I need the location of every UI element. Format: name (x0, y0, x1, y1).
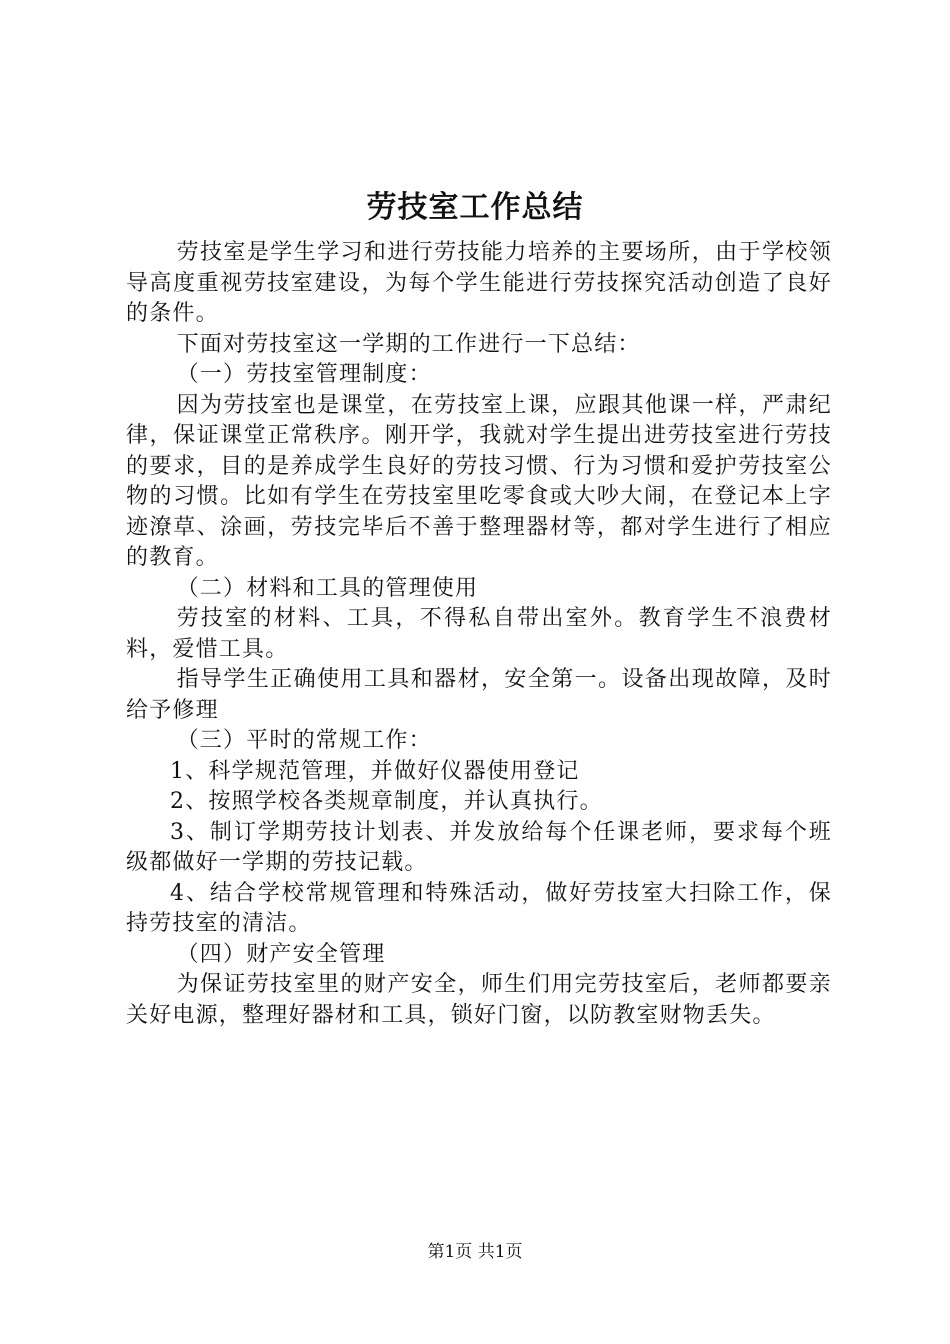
paragraph-tools-safety: 指导学生正确使用工具和器材，安全第一。设备出现故障，及时给予修理 (126, 667, 832, 723)
paragraph-materials: 劳技室的材料、工具，不得私自带出室外。教育学生不浪费材料，爱惜工具。 (126, 606, 832, 662)
document-body (126, 238, 832, 1031)
list-item-4: 4、结合学校常规管理和特殊活动，做好劳技室大扫除工作，保持劳技室的清洁。 (126, 880, 832, 936)
list-item-2: 2、按照学校各类规章制度，并认真执行。 (170, 789, 603, 814)
paragraph-property-safety: 为保证劳技室里的财产安全，师生们用完劳技室后，老师都要亲关好电源，整理好器材和工具，锁好门窗，以防教室财物丢失。 (126, 972, 832, 1028)
paragraph-intro: 劳技室是学生学习和进行劳技能力培养的主要场所，由于学校领导高度重视劳技室建设，为每个学生能进行劳技探究活动创造了良好的条件。 (126, 240, 832, 326)
paragraph-summary-lead: 下面对劳技室这一学期的工作进行一下总结： (176, 331, 641, 357)
list-item-1: 1、科学规范管理，并做好仪器使用登记 (170, 758, 580, 784)
page-footer: 第1页 共1页 (427, 1242, 523, 1262)
section-heading-3: （三）平时的常规工作： (176, 728, 432, 753)
section-heading-2: （二）材料和工具的管理使用 (176, 575, 479, 601)
list-item-3: 3、制订学期劳技计划表、并发放给每个任课老师，要求每个班级都做好一学期的劳技记载。 (126, 819, 832, 875)
document-title: 劳技室工作总结 (366, 190, 584, 225)
paragraph-management-rules: 因为劳技室也是课堂，在劳技室上课，应跟其他课一样，严肃纪律，保证课堂正常秩序。刚开学，我就对学生提出进劳技室进行劳技的要求，目的是养成学生良好的劳技习惯、行为习惯和爱护劳技室公物的习惯。比如有学生在劳技室里吃零食或大吵大闹，在登记本上字迹潦草、涂画，劳技完毕后不善于整理器材等，都对学生进行了相应的教育。 (126, 392, 832, 570)
section-heading-1: （一）劳技室管理制度： (176, 362, 432, 387)
section-heading-4: （四）财产安全管理 (176, 941, 386, 967)
